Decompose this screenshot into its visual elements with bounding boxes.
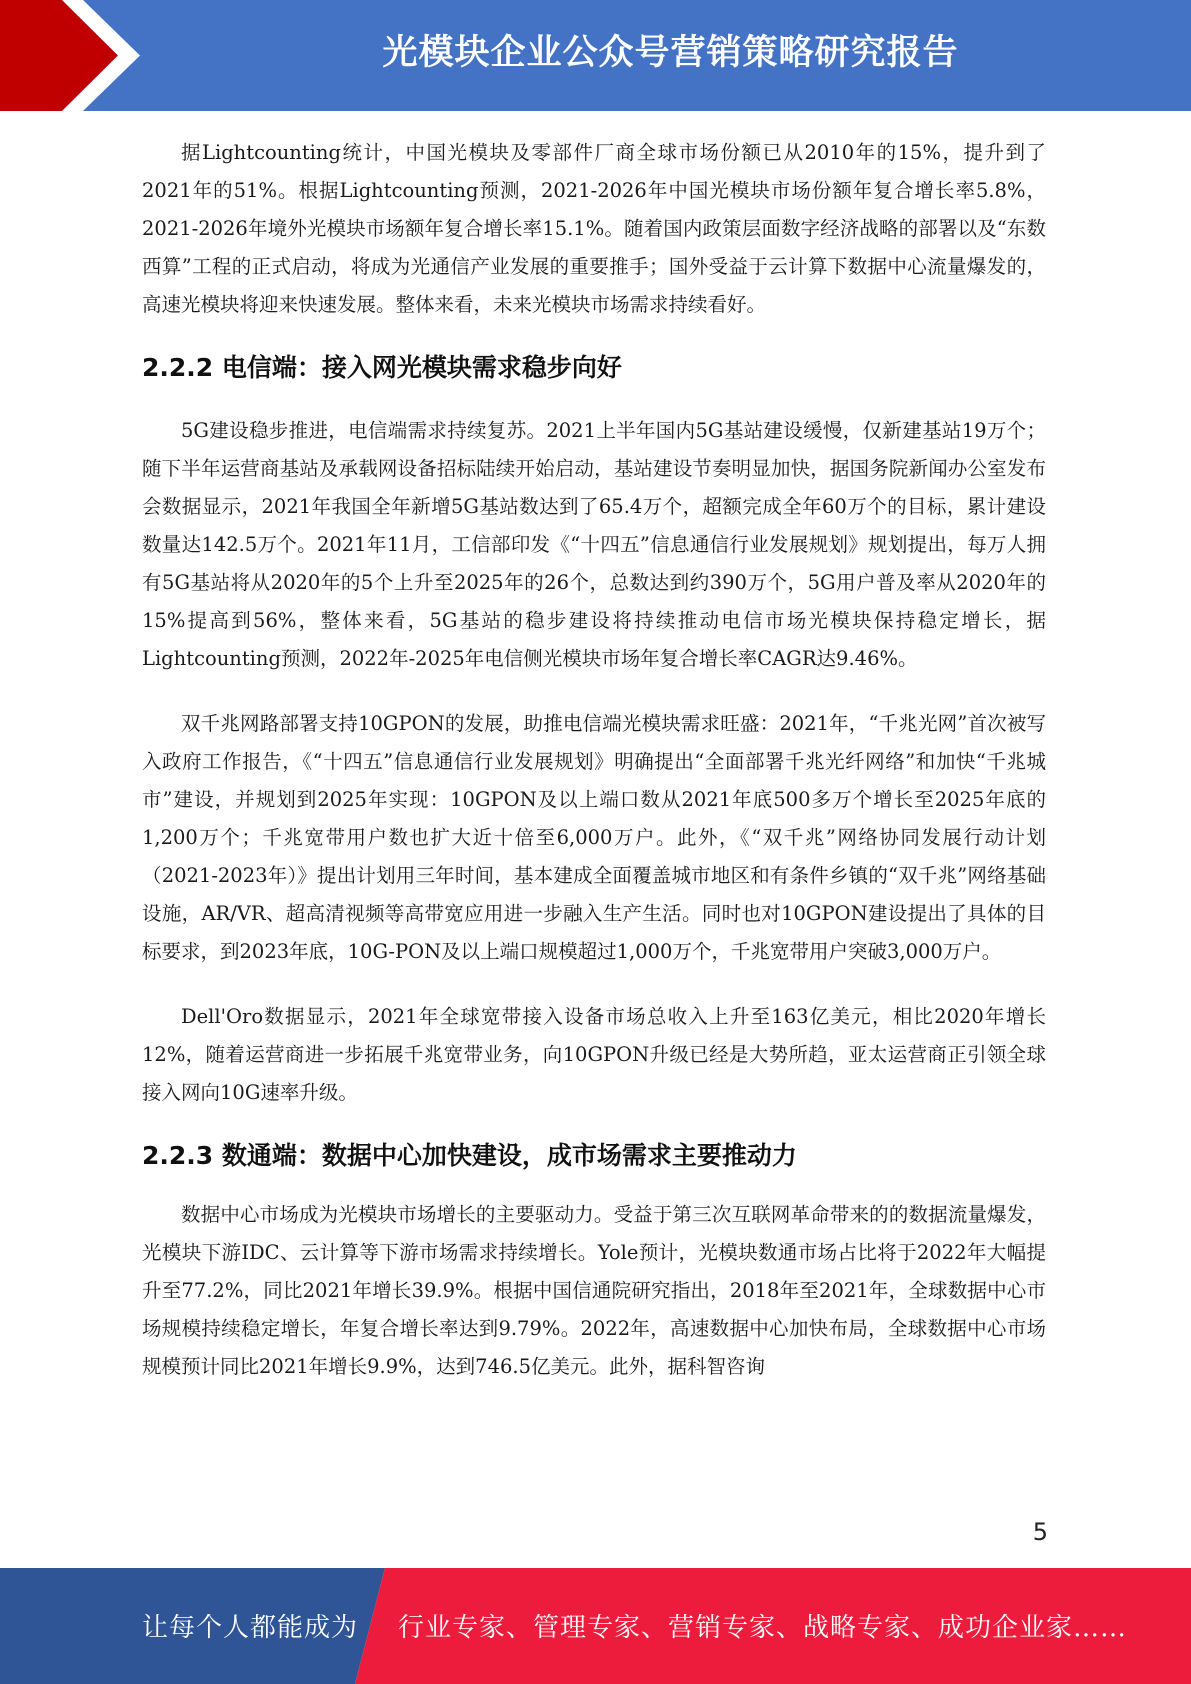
footer-slogan-left: 让每个人都能成为 (142, 1613, 359, 1643)
page-header (0, 0, 1191, 111)
page-footer (0, 1568, 1191, 1684)
page-number: 5 (1032, 1518, 1048, 1546)
header-arrow-icon (0, 0, 160, 111)
main-content (142, 134, 1046, 1386)
paragraph-delloro: Dell'Oro数据显示，2021年全球宽带接入设备市场总收入上升至163亿美元，相比2020年增长12%，随着运营商进一步拓展千兆宽带业务，向10GPON升级已经是大势所趋，亚太运营商正引领全球接入网向10G速率升级。 (142, 1005, 1046, 1104)
paragraph-5g-construction: 5G建设稳步推进，电信端需求持续复苏。2021上半年国内5G基站建设缓慢，仅新建基站19万个；随下半年运营商基站及承载网设备招标陆续开始启动，基站建设节奏明显加快，据国务院新闻办公室发布会数据显示，2021年我国全年新增5G基站数达到了65.4万个，超额完成全年60万个的目标，累计建设数量达142.5万个。2021年11月，工信部印发《“十四五”信息通信行业发展规划》规划提出，每万人拥有5G基站将从2020年的5个上升至2025年的26个，总数达到约390万个，5G用户普及率从2020年的15%提高到56%，整体来看，5G基站的稳步建设将持续推动电信市场光模块保持稳定增长，据Lightcounting预测，2022年-2025年电信侧光模块市场年复合增长率CAGR达9.46%。 (142, 419, 1046, 670)
paragraph-data-center: 数据中心市场成为光模块市场增长的主要驱动力。受益于第三次互联网革命带来的的数据流量爆发，光模块下游IDC、云计算等下游市场需求持续增长。Yole预计，光模块数通市场占比将于2022年大幅提升至77.2%，同比2021年增长39.9%。根据中国信通院研究指出，2018年至2021年，全球数据中心市场规模持续稳定增长，年复合增长率达到9.79%。2022年，高速数据中心加快布局，全球数据中心市场规模预计同比2021年增长9.9%，达到746.5亿美元。此外，据科智咨询 (142, 1203, 1046, 1378)
paragraph-market-share: 据Lightcounting统计，中国光模块及零部件厂商全球市场份额已从2010年的15%，提升到了2021年的51%。根据Lightcounting预测，2021-2026年中国光模块市场份额年复合增长率5.8%，2021-2026年境外光模块市场额年复合增长率15.1%。随着国内政策层面数字经济战略的部署以及“东数西算”工程的正式启动，将成为光通信产业发展的重要推手；国外受益于云计算下数据中心流量爆发的，高速光模块将迎来快速发展。整体来看，未来光模块市场需求持续看好。 (142, 141, 1046, 316)
heading-2-2-3: 2.2.3 数通端：数据中心加快建设，成市场需求主要推动力 (142, 1141, 797, 1170)
report-title: 光模块企业公众号营销策略研究报告 (382, 33, 959, 73)
footer-slogan-right: 行业专家、管理专家、营销专家、战略专家、成功企业家…… (398, 1613, 1128, 1643)
paragraph-dual-gigabit: 双千兆网路部署支持10GPON的发展，助推电信端光模块需求旺盛：2021年，“千兆光网”首次被写入政府工作报告，《“十四五”信息通信行业发展规划》明确提出“全面部署千兆光纤网络”和加快“千兆城市”建设，并规划到2025年实现：10GPON及以上端口数从2021年底500多万个增长至2025年底的1,200万个；千兆宽带用户数也扩大近十倍至6,000万户。此外，《“双千兆”网络协同发展行动计划（2021-2023年）》提出计划用三年时间，基本建成全面覆盖城市地区和有条件乡镇的“双千兆”网络基础设施，AR/VR、超高清视频等高带宽应用进一步融入生产生活。同时也对10GPON建设提出了具体的目标要求，到2023年底，10G-PON及以上端口规模超过1,000万个，千兆宽带用户突破3,000万户。 (142, 712, 1046, 963)
heading-2-2-2: 2.2.2 电信端：接入网光模块需求稳步向好 (142, 353, 622, 382)
